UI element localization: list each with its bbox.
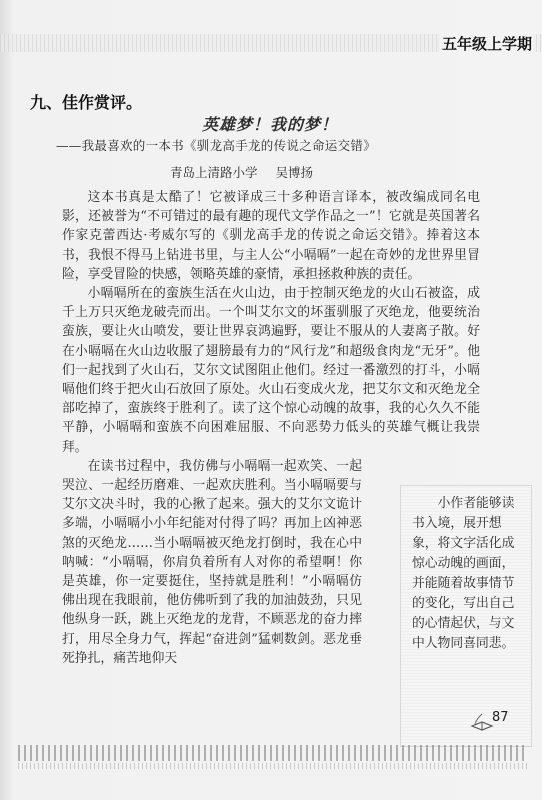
paragraph-3: 在读书过程中，我仿佛与小嗝嗝一起欢笑、一起哭泣、一起经历磨难、一起欢庆胜利。当小嗝嗝要与艾尔文决斗时，我的心揪了起来。强大的艾尔文诡计多端，小嗝嗝小小年纪能对付得了吗？再加上凶神恶煞的灭绝龙……当小嗝嗝被灭绝龙打倒时，我在心中呐喊：“小嗝嗝，你肩负着所有人对你的希望啊！你是英雄，你一定要挺住，坚持就是胜利！”小嗝嗝仿佛出现在我眼前，他仿佛听到了我的加油鼓劲，只见他纵身一跃，跳上灭绝龙的龙背，不顾恶龙的奋力摔打，用尽全身力气，挥起“奋进剑”猛刺数剑。恶龙垂死挣扎，痛苦地仰天 [62, 458, 362, 666]
commentary-text: 小作者能够读书入境，展开想象，将文字活化成惊心动魄的画面，并能随着故事情节的变化，写出自己的心情起伏，与文中人物同喜同悲。 [412, 496, 515, 651]
page-number: 87 [492, 710, 509, 725]
author-line: 青岛上清路小学 吴博扬 [170, 165, 313, 180]
paragraph-1: 这本书真是太酷了！它被译成三十多种语言译本，被改编成同名电影，还被誉为“不可错过的最有趣的现代文学作品之一”！它就是英国著名作家克蕾西达·考威尔写的《驯龙高手龙的传说之命运交错》。捧着这本书，我恨不得马上钻进书里，与主人公“小嗝嗝”一起在奇妙的龙世界里冒险，享受冒险的快感，领略英雄的豪情，承担拯救种族的责任。 [62, 190, 480, 282]
book-icon [470, 712, 494, 732]
bottom-decorative-border [18, 745, 528, 761]
article-subtitle: ——我最喜欢的一本书《驯龙高手龙的传说之命运交错》 [56, 138, 377, 153]
bottom-decorative-border-2 [18, 763, 528, 769]
grade-label: 五年级上学期 [441, 35, 532, 53]
article-title: 英雄梦！我的梦！ [201, 115, 338, 134]
section-title: 九、佳作赏评。 [30, 93, 143, 112]
paragraph-2: 小嗝嗝所在的蛮族生活在火山边，由于控制灭绝龙的火山石被盗，成千上万只灭绝龙破壳而出。一个叫艾尔文的坏蛋驯服了灭绝龙，他要统治蛮族，要让火山喷发，要让世界哀鸿遍野，要让不服从的人妻离子散。好在小嗝嗝在火山边收服了翅膀最有力的“风行龙”和超级食肉龙“无牙”。他们一起找到了火山石，艾尔文试图阻止他们。经过一番激烈的打斗，小嗝嗝他们终于把火山石放回了原处。火山石变成火龙，把艾尔文和灭绝龙全部吃掉了，蛮族终于胜利了。读了这个惊心动魄的故事，我的心久久不能平静，小嗝嗝和蛮族不向困难屈服、不向恶势力低头的英雄气概让我崇拜。 [62, 286, 480, 455]
